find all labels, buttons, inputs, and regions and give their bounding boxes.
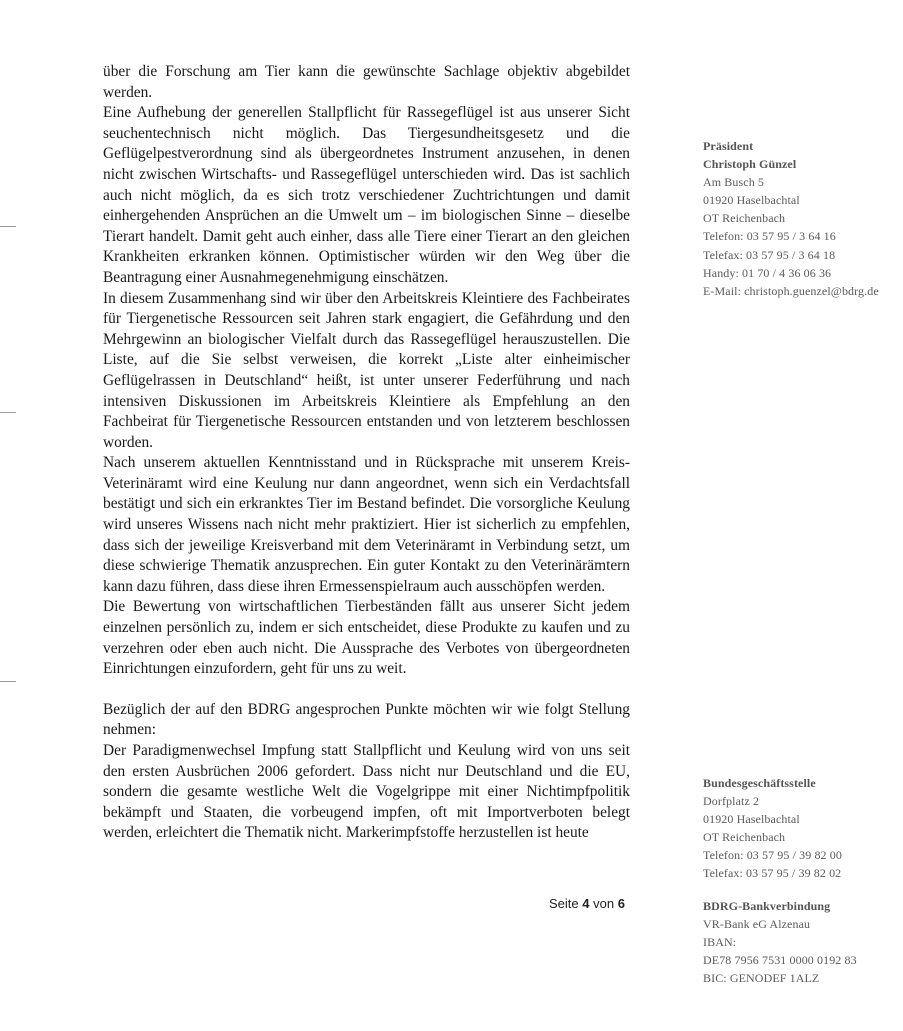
bank-iban: DE78 7956 7531 0000 0192 83 — [703, 953, 857, 968]
office-street: Dorfplatz 2 — [703, 794, 760, 809]
office-phone: Telefon: 03 57 95 / 39 82 00 — [703, 848, 842, 863]
fold-mark-middle — [0, 412, 16, 413]
bank-block — [703, 897, 857, 987]
president-contact-block — [703, 137, 879, 300]
president-email: E-Mail: christoph.guenzel@bdrg.de — [703, 283, 879, 298]
letter-body — [103, 62, 630, 844]
page-von-label: von — [593, 896, 615, 911]
bank-bic: BIC: GENODEF 1ALZ — [703, 971, 820, 986]
bank-title: BDRG-Bankverbindung — [703, 899, 831, 913]
page-total: 6 — [617, 896, 625, 911]
office-contact-block — [703, 774, 842, 883]
paragraph-stallpflicht: Eine Aufhebung der generellen Stallpflicht für Rassegeflügel ist aus unserer Sicht seuchentechnisch nicht möglich. Das Tiergesundheitsgesetz und die Geflügelpestverordnung sind als übergeordnetes Instrument anzusehen, in denen nicht zwischen Wirtschafts- und Rassegeflügel unterschieden wird. Das ist sachlich auch nicht möglich, da es sich trotz verschiedener Zuchtrichtungen und damit einhergehenden Ansprüchen an die Umwelt um – im biologischen Sinne – dieselbe Tierart handelt. Damit geht auch einher, dass alle Tiere einer Tierart an den gleichen Krankheiten erkranken können. Optimistischer würden wir den Weg über die Beantragung einer Ausnahmegenehmigung einschätzen. — [103, 104, 630, 286]
page-number — [549, 896, 625, 911]
page-seite-label: Seite — [549, 896, 579, 911]
president-district: OT Reichenbach — [703, 211, 786, 226]
office-city: 01920 Haselbachtal — [703, 812, 800, 827]
paragraph-stellungnahme: Bezüglich der auf den BDRG angesprochen Punkte möchten wir wie folgt Stellung nehmen: — [103, 700, 630, 739]
president-title: Präsident — [703, 139, 754, 153]
office-district: OT Reichenbach — [703, 830, 786, 845]
office-fax: Telefax: 03 57 95 / 39 82 02 — [703, 866, 842, 881]
president-name: Christoph Günzel — [703, 157, 797, 172]
president-phone: Telefon: 03 57 95 / 3 64 16 — [703, 229, 836, 244]
bank-name: VR-Bank eG Alzenau — [703, 917, 811, 932]
fold-mark-bottom — [0, 681, 16, 682]
bank-iban-label: IBAN: — [703, 935, 737, 950]
president-mobile: Handy: 01 70 / 4 36 06 36 — [703, 265, 832, 280]
paragraph-bewertung: Die Bewertung von wirtschaftlichen Tierbeständen fällt aus unserer Sicht jedem einzelnen persönlich zu, indem er sich entscheidet, diese Produkte zu kaufen und zu verzehren oder eben auch nicht. Die Aussprache des Verbotes von übergeordneten Einrichtungen einzufordern, geht für uns zu weit. — [103, 598, 630, 678]
paragraph-impfung: Der Paradigmenwechsel Impfung statt Stallpflicht und Keulung wird von uns seit den ersten Ausbrüchen 2006 gefordert. Dass nicht nur Deutschland und die EU, sondern die gesamte westliche Welt die Vogelgrippe mit einer Nichtimpfpolitik bekämpft und Staaten, die vorbeugend impfen, oft mit Importverboten belegt werden, erleichtert die Thematik nicht. Markerimpfstoffe herzustellen ist heute — [103, 742, 630, 842]
fold-mark-top — [0, 226, 16, 227]
president-street: Am Busch 5 — [703, 175, 764, 190]
paragraph-arbeitskreis: In diesem Zusammenhang sind wir über den Arbeitskreis Kleintiere des Fachbeirates für Tiergenetische Ressourcen seit Jahren stark engagiert, die Gefährdung und den Mehrgewinn an biologischer Vielfalt durch das Rassegeflügel herauszustellen. Die Liste, auf die Sie selbst verweisen, die korrekt „Liste alter einheimischer Geflügelrassen in Deutschland“ heißt, ist unter unserer Federführung und nach intensiven Diskussionen im Arbeitskreis Kleintiere als Empfehlung an den Fachbeirat für Tiergenetische Ressourcen entstanden und von letzterem beschlossen worden. — [103, 289, 630, 451]
paragraph-keulung: Nach unserem aktuellen Kenntnisstand und in Rücksprache mit unserem Kreis-Veterinäramt wird eine Keulung nur dann angeordnet, wenn sich ein Verdachtsfall bestätigt und sich ein erkranktes Tier im Bestand befindet. Die vorsorgliche Keulung wird unseres Wissens nach nicht mehr praktiziert. Hier ist sicherlich zu empfehlen, dass sich der jeweilige Kreisverband mit dem Veterinäramt in Verbindung setzt, um diese schwierige Thematik anzusprechen. Ein guter Kontakt zu den Veterinärämtern kann dazu führen, dass diese ihren Ermessenspielraum auch ausschöpfen werden. — [103, 454, 630, 595]
president-fax: Telefax: 03 57 95 / 3 64 18 — [703, 247, 836, 262]
paragraph-research: über die Forschung am Tier kann die gewünschte Sachlage objektiv abgebildet werden. — [103, 63, 630, 101]
office-title: Bundesgeschäftsstelle — [703, 776, 816, 790]
president-city: 01920 Haselbachtal — [703, 193, 800, 208]
page-current: 4 — [582, 896, 590, 911]
